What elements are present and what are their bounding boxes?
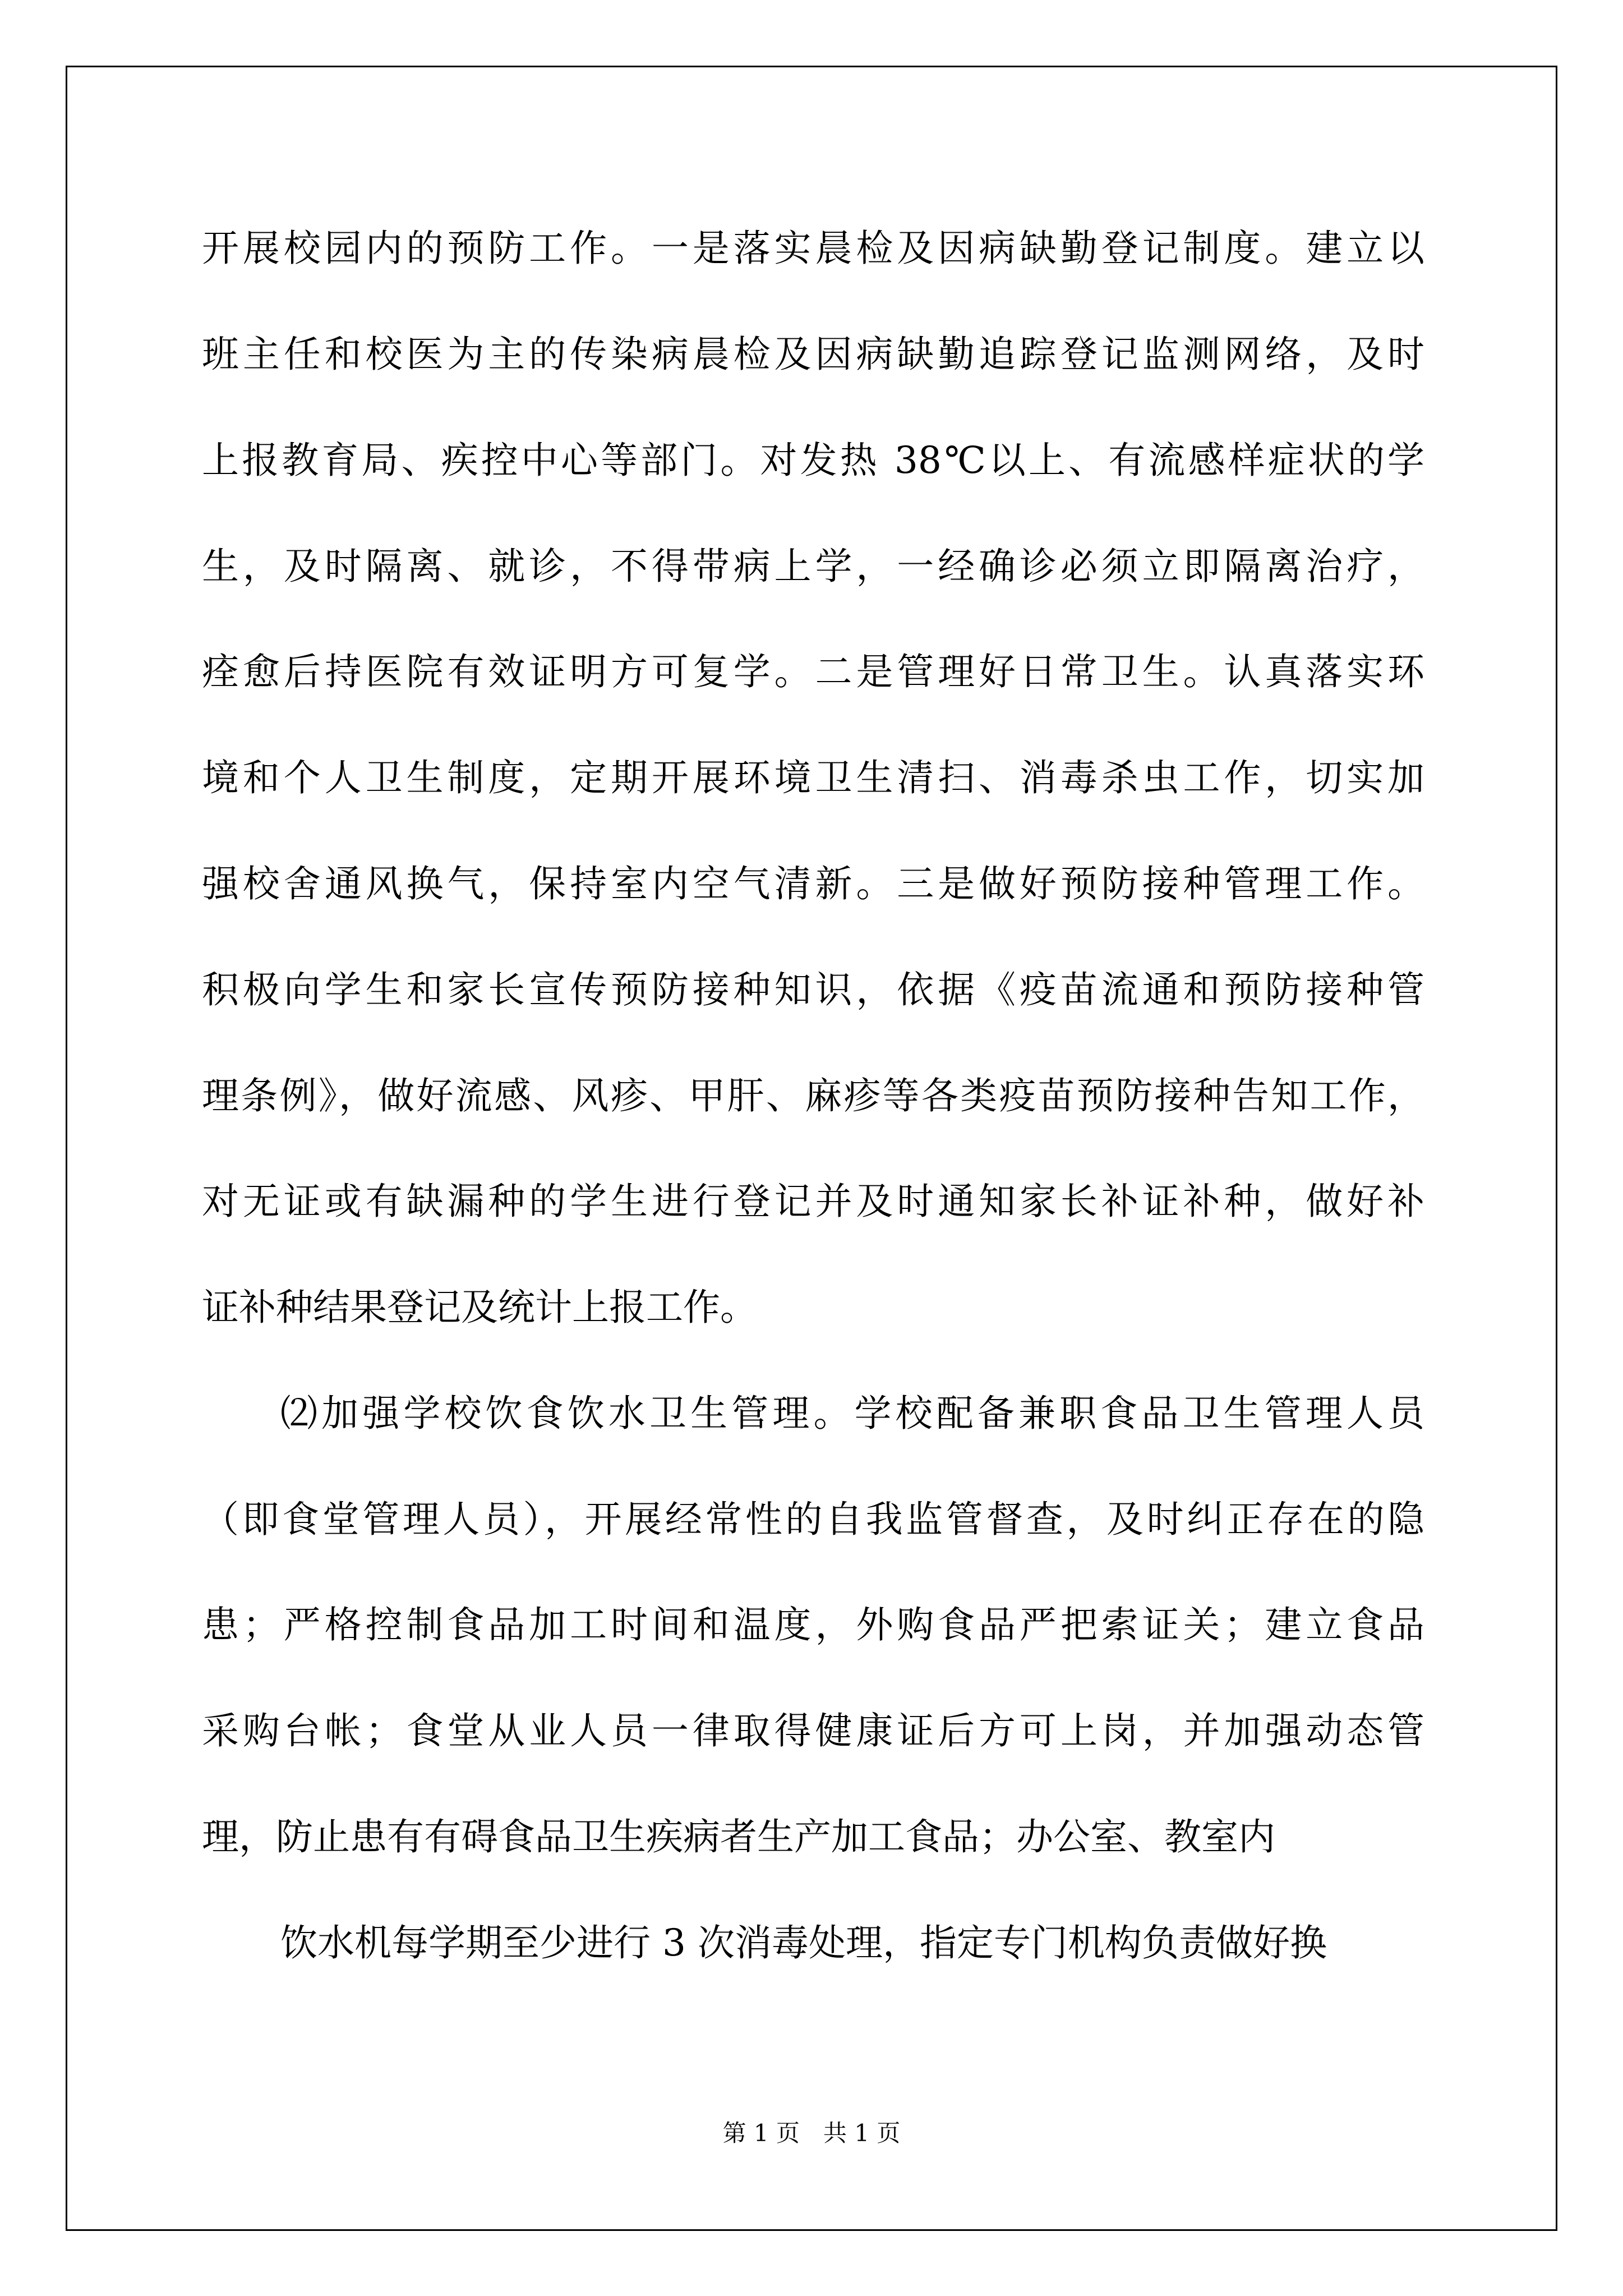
- paragraph-2-line-3: 患；严格控制食品加工时间和温度，外购食品严把索证关；建立食品: [202, 1603, 1424, 1646]
- body-line-6: 境和个人卫生制度，定期开展环境卫生清扫、消毒杀虫工作，切实加: [202, 756, 1424, 799]
- page-border: [66, 66, 1557, 2231]
- paragraph-2-line-2: （即食堂管理人员），开展经常性的自我监管督查，及时纠正存在的隐: [202, 1498, 1424, 1541]
- body-line-5: 痊愈后持医院有效证明方可复学。二是管理好日常卫生。认真落实环: [202, 650, 1424, 693]
- body-line-2: 班主任和校医为主的传染病晨检及因病缺勤追踪登记监测网络，及时: [202, 333, 1424, 376]
- body-line-10: 对无证或有缺漏种的学生进行登记并及时通知家长补证补种，做好补: [202, 1180, 1424, 1223]
- paragraph-2-line-5: 理，防止患有有碍食品卫生疾病者生产加工食品；办公室、教室内: [202, 1815, 1275, 1858]
- body-line-8: 积极向学生和家长宣传预防接种知识，依据《疫苗流通和预防接种管: [202, 968, 1424, 1011]
- body-line-3: 上报教育局、疾控中心等部门。对发热 38℃以上、有流感样症状的学: [202, 439, 1424, 482]
- paragraph-2-line-1: ⑵加强学校饮食饮水卫生管理。学校配备兼职食品卫生管理人员: [280, 1392, 1424, 1435]
- page-footer: 第 1 页 共 1 页: [722, 2119, 901, 2147]
- body-line-11: 证补种结果登记及统计上报工作。: [202, 1286, 757, 1329]
- body-line-7: 强校舍通风换气，保持室内空气清新。三是做好预防接种管理工作。: [202, 862, 1424, 905]
- body-line-4: 生，及时隔离、就诊，不得带病上学，一经确诊必须立即隔离治疗，: [202, 545, 1424, 588]
- body-line-1: 开展校园内的预防工作。一是落实晨检及因病缺勤登记制度。建立以: [202, 227, 1424, 270]
- paragraph-2-line-4: 采购台帐；食堂从业人员一律取得健康证后方可上岗，并加强动态管: [202, 1709, 1424, 1752]
- paragraph-3-line-1: 饮水机每学期至少进行 3 次消毒处理，指定专门机构负责做好换: [280, 1921, 1327, 1964]
- body-line-9: 理条例》，做好流感、风疹、甲肝、麻疹等各类疫苗预防接种告知工作，: [202, 1074, 1424, 1117]
